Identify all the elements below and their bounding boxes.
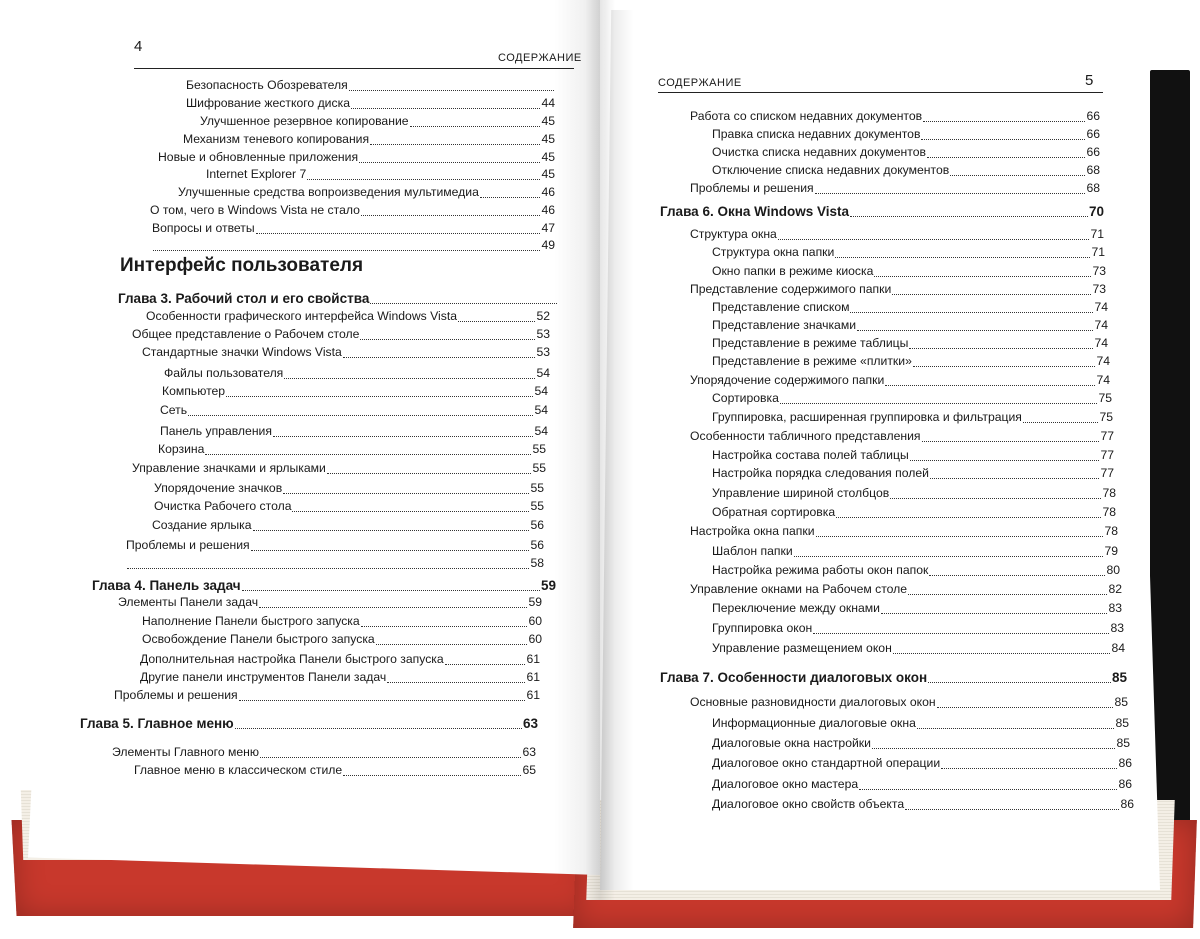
toc-entry-title: Настройка режима работы окон папок	[712, 563, 929, 577]
toc-leader-dots	[327, 473, 532, 474]
toc-leader-dots	[874, 276, 1091, 277]
toc-leader-dots	[892, 294, 1091, 295]
toc-entry-row	[712, 505, 1116, 522]
toc-leader-dots	[859, 789, 1117, 790]
toc-page-number: 55	[530, 481, 544, 495]
toc-entry-row	[152, 238, 555, 255]
toc-entry-row	[152, 518, 544, 535]
toc-page-number: 74	[1094, 318, 1108, 332]
toc-leader-dots	[370, 303, 557, 304]
toc-entry-row	[154, 499, 544, 516]
toc-page-number: 54	[534, 403, 548, 417]
toc-entry-title: Диалоговое окно мастера	[712, 777, 859, 791]
toc-entry-row	[186, 78, 555, 95]
toc-page-number: 44	[541, 96, 555, 110]
toc-leader-dots	[480, 197, 541, 198]
toc-entry-title: Элементы Панели задач	[118, 595, 259, 609]
toc-entry-title: Особенности табличного представления	[690, 429, 921, 443]
toc-leader-dots	[950, 175, 1085, 176]
toc-entry-title: Вопросы и ответы	[152, 221, 255, 235]
toc-entry-row	[132, 327, 550, 344]
toc-page-number: 46	[541, 185, 555, 199]
toc-page-number: 71	[1091, 245, 1105, 259]
toc-entry-title: Представление в режиме «плитки»	[712, 354, 912, 368]
toc-leader-dots	[908, 594, 1107, 595]
toc-entry-row	[690, 429, 1114, 446]
toc-leader-dots	[284, 378, 535, 379]
toc-page-number: 52	[536, 309, 550, 323]
toc-page-number: 61	[526, 670, 540, 684]
toc-entry-row	[712, 601, 1122, 618]
toc-page-number: 55	[532, 442, 546, 456]
toc-entry-row	[154, 481, 544, 498]
toc-leader-dots	[890, 498, 1101, 499]
toc-entry-row	[712, 354, 1110, 371]
toc-page-number: 78	[1102, 486, 1116, 500]
toc-entry-title: Элементы Главного меню	[112, 745, 260, 759]
toc-entry-title: Освобождение Панели быстрого запуска	[142, 632, 375, 646]
toc-entry-row	[132, 461, 546, 478]
toc-entry-row	[712, 466, 1114, 483]
toc-entry-title: Диалоговое окно свойств объекта	[712, 797, 905, 811]
toc-leader-dots	[857, 330, 1093, 331]
toc-chapter-row	[118, 291, 558, 308]
toc-leader-dots	[343, 775, 521, 776]
toc-page-number: 73	[1092, 282, 1106, 296]
toc-entry-title: Представление списком	[712, 300, 850, 314]
right-page-number: 5	[1085, 72, 1094, 89]
toc-entry-title: Глава 6. Окна Windows Vista	[660, 204, 850, 219]
toc-page-number: 85	[1115, 716, 1129, 730]
toc-page-number: 65	[522, 763, 536, 777]
toc-page-number: 54	[534, 384, 548, 398]
toc-entry-title: Особенности графического интерфейса Windows Vista	[146, 309, 457, 323]
toc-entry-title: Обратная сортировка	[712, 505, 836, 519]
toc-entry-title: Настройка окна папки	[690, 524, 815, 538]
toc-leader-dots	[226, 396, 533, 397]
toc-page-number: 56	[530, 518, 544, 532]
toc-entry-row	[126, 538, 544, 555]
toc-entry-row	[126, 556, 544, 573]
toc-page-number: 61	[526, 652, 540, 666]
toc-leader-dots	[370, 144, 540, 145]
toc-entry-row	[142, 345, 550, 362]
toc-leader-dots	[359, 162, 540, 163]
toc-page-number: 77	[1100, 466, 1114, 480]
toc-page-number: 66	[1086, 145, 1100, 159]
toc-page-number: 77	[1100, 429, 1114, 443]
toc-entry-title: Файлы пользователя	[164, 366, 284, 380]
toc-entry-row	[162, 384, 548, 401]
toc-entry-row	[712, 127, 1100, 144]
toc-entry-title: Улучшенные средства вопроизведения мультимедиа	[178, 185, 479, 199]
toc-entry-title: Управление значками и ярлыками	[132, 461, 326, 475]
toc-leader-dots	[872, 748, 1116, 749]
toc-entry-title: Безопасность Обозревателя	[186, 78, 348, 92]
toc-entry-row	[112, 745, 536, 762]
toc-page-number: 55	[532, 461, 546, 475]
toc-entry-title: Глава 4. Панель задач	[92, 578, 241, 593]
toc-entry-title: Проблемы и решения	[690, 181, 814, 195]
toc-page-number: 85	[1111, 670, 1127, 685]
toc-entry-title: Окно папки в режиме киоска	[712, 264, 874, 278]
toc-page-number: 78	[1102, 505, 1116, 519]
toc-leader-dots	[917, 728, 1115, 729]
toc-entry-title: Сеть	[160, 403, 188, 417]
toc-page-number: 86	[1118, 756, 1132, 770]
toc-page-number: 68	[1086, 181, 1100, 195]
toc-entry-title: Управление размещением окон	[712, 641, 892, 655]
toc-page-number: 80	[1106, 563, 1120, 577]
toc-page-number: 85	[1116, 736, 1130, 750]
toc-page-number: 73	[1092, 264, 1106, 278]
toc-leader-dots	[376, 644, 528, 645]
toc-entry-row	[712, 641, 1125, 658]
toc-leader-dots	[205, 454, 531, 455]
toc-entry-row	[712, 264, 1106, 281]
toc-entry-title: Механизм теневого копирования	[183, 132, 370, 146]
toc-entry-title: Управление шириной столбцов	[712, 486, 890, 500]
toc-page-number: 84	[1111, 641, 1125, 655]
toc-leader-dots	[778, 239, 1090, 240]
toc-entry-title: Основные разновидности диалоговых окон	[690, 695, 936, 709]
toc-leader-dots	[349, 90, 554, 91]
toc-leader-dots	[929, 575, 1105, 576]
toc-leader-dots	[410, 126, 541, 127]
toc-entry-row	[712, 300, 1108, 317]
toc-entry-title: Другие панели инструментов Панели задач	[140, 670, 387, 684]
toc-entry-title: Наполнение Панели быстрого запуска	[142, 614, 360, 628]
toc-entry-row	[114, 688, 540, 705]
toc-leader-dots	[815, 193, 1086, 194]
toc-leader-dots	[127, 568, 529, 569]
toc-leader-dots	[813, 633, 1109, 634]
spine-shadow	[585, 0, 615, 900]
toc-chapter-row	[92, 578, 556, 595]
toc-page-number: 60	[528, 632, 542, 646]
toc-entry-title: Диалоговое окно стандартной операции	[712, 756, 941, 770]
toc-page-number: 45	[541, 150, 555, 164]
toc-page-number: 75	[1099, 410, 1113, 424]
toc-leader-dots	[387, 682, 525, 683]
toc-leader-dots	[360, 339, 535, 340]
right-header-rule	[658, 92, 1103, 93]
toc-entry-row	[178, 185, 555, 202]
toc-leader-dots	[780, 403, 1098, 404]
toc-entry-row	[142, 614, 542, 631]
toc-leader-dots	[1023, 422, 1099, 423]
toc-entry-row	[712, 391, 1112, 408]
toc-leader-dots	[921, 139, 1085, 140]
toc-entry-title: Переключение между окнами	[712, 601, 880, 615]
toc-leader-dots	[242, 590, 540, 591]
toc-page-number: 53	[536, 327, 550, 341]
toc-entry-row	[690, 524, 1118, 541]
toc-entry-title: Работа со списком недавних документов	[690, 109, 923, 123]
toc-leader-dots	[188, 415, 533, 416]
part-title: Интерфейс пользователя	[120, 255, 364, 276]
toc-leader-dots	[253, 530, 530, 531]
toc-page-number: 74	[1094, 300, 1108, 314]
toc-entry-row	[712, 621, 1124, 638]
toc-page-number: 53	[536, 345, 550, 359]
left-header-rule	[134, 68, 574, 69]
toc-leader-dots	[850, 312, 1093, 313]
toc-leader-dots	[941, 768, 1117, 769]
toc-page-number: 60	[528, 614, 542, 628]
toc-leader-dots	[445, 664, 526, 665]
toc-entry-row	[118, 595, 542, 612]
toc-chapter-row	[660, 204, 1104, 221]
left-page-number: 4	[134, 38, 143, 55]
toc-entry-title: Настройка состава полей таблицы	[712, 448, 909, 462]
toc-page-number: 46	[541, 203, 555, 217]
toc-page-number: 77	[1100, 448, 1114, 462]
toc-leader-dots	[292, 511, 529, 512]
toc-chapter-row	[660, 670, 1127, 687]
toc-entry-row	[160, 424, 548, 441]
toc-entry-title: Панель управления	[160, 424, 272, 438]
toc-entry-title: Проблемы и решения	[114, 688, 238, 702]
toc-entry-row	[134, 763, 536, 780]
toc-entry-row	[712, 163, 1100, 180]
toc-entry-title: Общее представление о Рабочем столе	[132, 327, 360, 341]
toc-leader-dots	[361, 626, 528, 627]
toc-entry-row	[690, 582, 1122, 599]
toc-leader-dots	[361, 215, 541, 216]
toc-entry-row	[712, 736, 1130, 753]
toc-entry-title: Отключение списка недавних документов	[712, 163, 950, 177]
toc-entry-row	[200, 114, 555, 131]
toc-page-number: 74	[1096, 373, 1110, 387]
toc-entry-title: Диалоговые окна настройки	[712, 736, 871, 750]
toc-page-number: 74	[1096, 354, 1110, 368]
toc-entry-row	[690, 109, 1100, 126]
toc-page-number: 45	[541, 167, 555, 181]
toc-entry-title: Глава 5. Главное меню	[80, 716, 234, 731]
toc-page-number: 78	[1104, 524, 1118, 538]
toc-entry-title: Настройка порядка следования полей	[712, 466, 929, 480]
toc-entry-row	[712, 318, 1108, 335]
toc-leader-dots	[307, 179, 540, 180]
toc-leader-dots	[909, 348, 1093, 349]
toc-entry-title: Очистка списка недавних документов	[712, 145, 926, 159]
toc-entry-title: Шифрование жесткого диска	[186, 96, 350, 110]
toc-entry-title: Глава 7. Особенности диалоговых окон	[660, 670, 928, 685]
toc-page-number: 49	[541, 238, 555, 252]
toc-page-number: 56	[530, 538, 544, 552]
toc-leader-dots	[235, 728, 522, 729]
toc-leader-dots	[922, 441, 1100, 442]
toc-page-number: 68	[1086, 163, 1100, 177]
toc-page-number: 86	[1120, 797, 1134, 811]
toc-leader-dots	[881, 613, 1107, 614]
toc-entry-title: Информационные диалоговые окна	[712, 716, 916, 730]
toc-entry-row	[158, 150, 555, 167]
toc-entry-row	[712, 245, 1105, 262]
toc-leader-dots	[930, 478, 1100, 479]
toc-page-number: 59	[528, 595, 542, 609]
toc-entry-title: О том, чего в Windows Vista не стало	[150, 203, 360, 217]
toc-entry-row	[146, 309, 550, 326]
toc-entry-row	[712, 716, 1129, 733]
toc-page-number: 83	[1108, 601, 1122, 615]
toc-entry-title: Корзина	[158, 442, 205, 456]
toc-leader-dots	[836, 517, 1101, 518]
toc-entry-row	[150, 203, 555, 220]
toc-entry-row	[690, 373, 1110, 390]
toc-entry-title: Упорядочение содержимого папки	[690, 373, 885, 387]
toc-entry-title: Упорядочение значков	[154, 481, 283, 495]
toc-entry-title: Представление содержимого папки	[690, 282, 892, 296]
toc-entry-row	[690, 282, 1106, 299]
toc-leader-dots	[251, 550, 530, 551]
toc-page-number: 82	[1108, 582, 1122, 596]
toc-entry-row	[152, 221, 555, 238]
toc-leader-dots	[927, 157, 1085, 158]
toc-page-number: 75	[1098, 391, 1112, 405]
toc-page-number: 74	[1094, 336, 1108, 350]
toc-entry-row	[712, 797, 1134, 814]
toc-page-number: 59	[540, 578, 556, 593]
toc-leader-dots	[153, 250, 540, 251]
toc-page-number: 45	[541, 114, 555, 128]
toc-leader-dots	[835, 257, 1090, 258]
toc-leader-dots	[910, 460, 1100, 461]
toc-page-number: 71	[1090, 227, 1104, 241]
toc-entry-title: Компьютер	[162, 384, 226, 398]
toc-entry-row	[186, 96, 555, 113]
toc-entry-row	[690, 695, 1128, 712]
toc-leader-dots	[343, 357, 536, 358]
toc-page-number: 54	[534, 424, 548, 438]
toc-leader-dots	[905, 809, 1119, 810]
toc-leader-dots	[913, 366, 1096, 367]
toc-entry-row	[164, 366, 550, 383]
toc-page-number: 47	[541, 221, 555, 235]
toc-entry-row	[712, 563, 1120, 580]
toc-entry-row	[140, 670, 540, 687]
toc-page-number: 85	[1114, 695, 1128, 709]
toc-entry-row	[140, 652, 540, 669]
toc-page-number: 66	[1086, 127, 1100, 141]
toc-leader-dots	[283, 493, 529, 494]
toc-page-number: 86	[1118, 777, 1132, 791]
toc-page-number: 55	[530, 499, 544, 513]
toc-entry-row	[690, 181, 1100, 198]
right-running-header: СОДЕРЖАНИЕ	[658, 77, 742, 89]
toc-entry-row	[142, 632, 542, 649]
toc-entry-title: Новые и обновленные приложения	[158, 150, 359, 164]
toc-entry-title: Дополнительная настройка Панели быстрого запуска	[140, 652, 444, 666]
toc-leader-dots	[928, 682, 1111, 683]
toc-leader-dots	[259, 607, 527, 608]
toc-entry-title: Группировка, расширенная группировка и фильтрация	[712, 410, 1022, 424]
toc-entry-title: Шаблон папки	[712, 544, 793, 558]
toc-entry-row	[712, 448, 1114, 465]
toc-entry-title: Глава 3. Рабочий стол и его свойства	[118, 291, 370, 306]
toc-entry-row	[712, 777, 1132, 794]
toc-leader-dots	[893, 653, 1111, 654]
toc-entry-row	[183, 132, 555, 149]
toc-entry-row	[158, 442, 546, 459]
toc-leader-dots	[260, 757, 521, 758]
toc-page-number: 83	[1110, 621, 1124, 635]
toc-entry-title: Структура окна папки	[712, 245, 835, 259]
toc-leader-dots	[850, 216, 1088, 217]
toc-entry-title: Главное меню в классическом стиле	[134, 763, 343, 777]
toc-entry-title: Группировка окон	[712, 621, 813, 635]
toc-entry-title: Представление значками	[712, 318, 857, 332]
toc-page-number: 45	[541, 132, 555, 146]
toc-entry-title: Представление в режиме таблицы	[712, 336, 909, 350]
toc-leader-dots	[351, 108, 540, 109]
toc-leader-dots	[794, 556, 1104, 557]
left-running-header: СОДЕРЖАНИЕ	[498, 52, 582, 64]
toc-page-number: 70	[1088, 204, 1104, 219]
toc-entry-row	[160, 403, 548, 420]
toc-page-number: 54	[536, 366, 550, 380]
toc-leader-dots	[885, 385, 1095, 386]
toc-entry-row	[712, 486, 1116, 503]
toc-entry-row	[206, 167, 555, 184]
toc-entry-row	[712, 544, 1118, 561]
toc-entry-row	[712, 410, 1113, 427]
toc-leader-dots	[937, 707, 1114, 708]
toc-leader-dots	[239, 700, 526, 701]
toc-entry-title: Правка списка недавних документов	[712, 127, 921, 141]
toc-entry-row	[690, 227, 1104, 244]
toc-entry-title: Стандартные значки Windows Vista	[142, 345, 342, 359]
toc-leader-dots	[458, 321, 535, 322]
toc-entry-title: Проблемы и решения	[126, 538, 250, 552]
toc-page-number: 66	[1086, 109, 1100, 123]
toc-chapter-row	[80, 716, 538, 733]
toc-entry-title: Internet Explorer 7	[206, 167, 307, 181]
toc-page-number: 79	[1104, 544, 1118, 558]
toc-leader-dots	[256, 233, 541, 234]
toc-entry-title: Создание ярлыка	[152, 518, 252, 532]
toc-entry-row	[712, 336, 1108, 353]
toc-entry-title: Очистка Рабочего стола	[154, 499, 292, 513]
toc-entry-title: Структура окна	[690, 227, 777, 241]
toc-entry-row	[712, 756, 1132, 773]
toc-page-number: 58	[530, 556, 544, 570]
toc-page-number: 63	[522, 716, 538, 731]
toc-leader-dots	[816, 536, 1104, 537]
toc-leader-dots	[923, 121, 1085, 122]
toc-entry-title: Сортировка	[712, 391, 779, 405]
toc-entry-title: Управление окнами на Рабочем столе	[690, 582, 908, 596]
toc-entry-row	[712, 145, 1100, 162]
toc-leader-dots	[273, 436, 533, 437]
toc-page-number: 63	[522, 745, 536, 759]
toc-entry-title: Улучшенное резервное копирование	[200, 114, 409, 128]
toc-page-number: 61	[526, 688, 540, 702]
